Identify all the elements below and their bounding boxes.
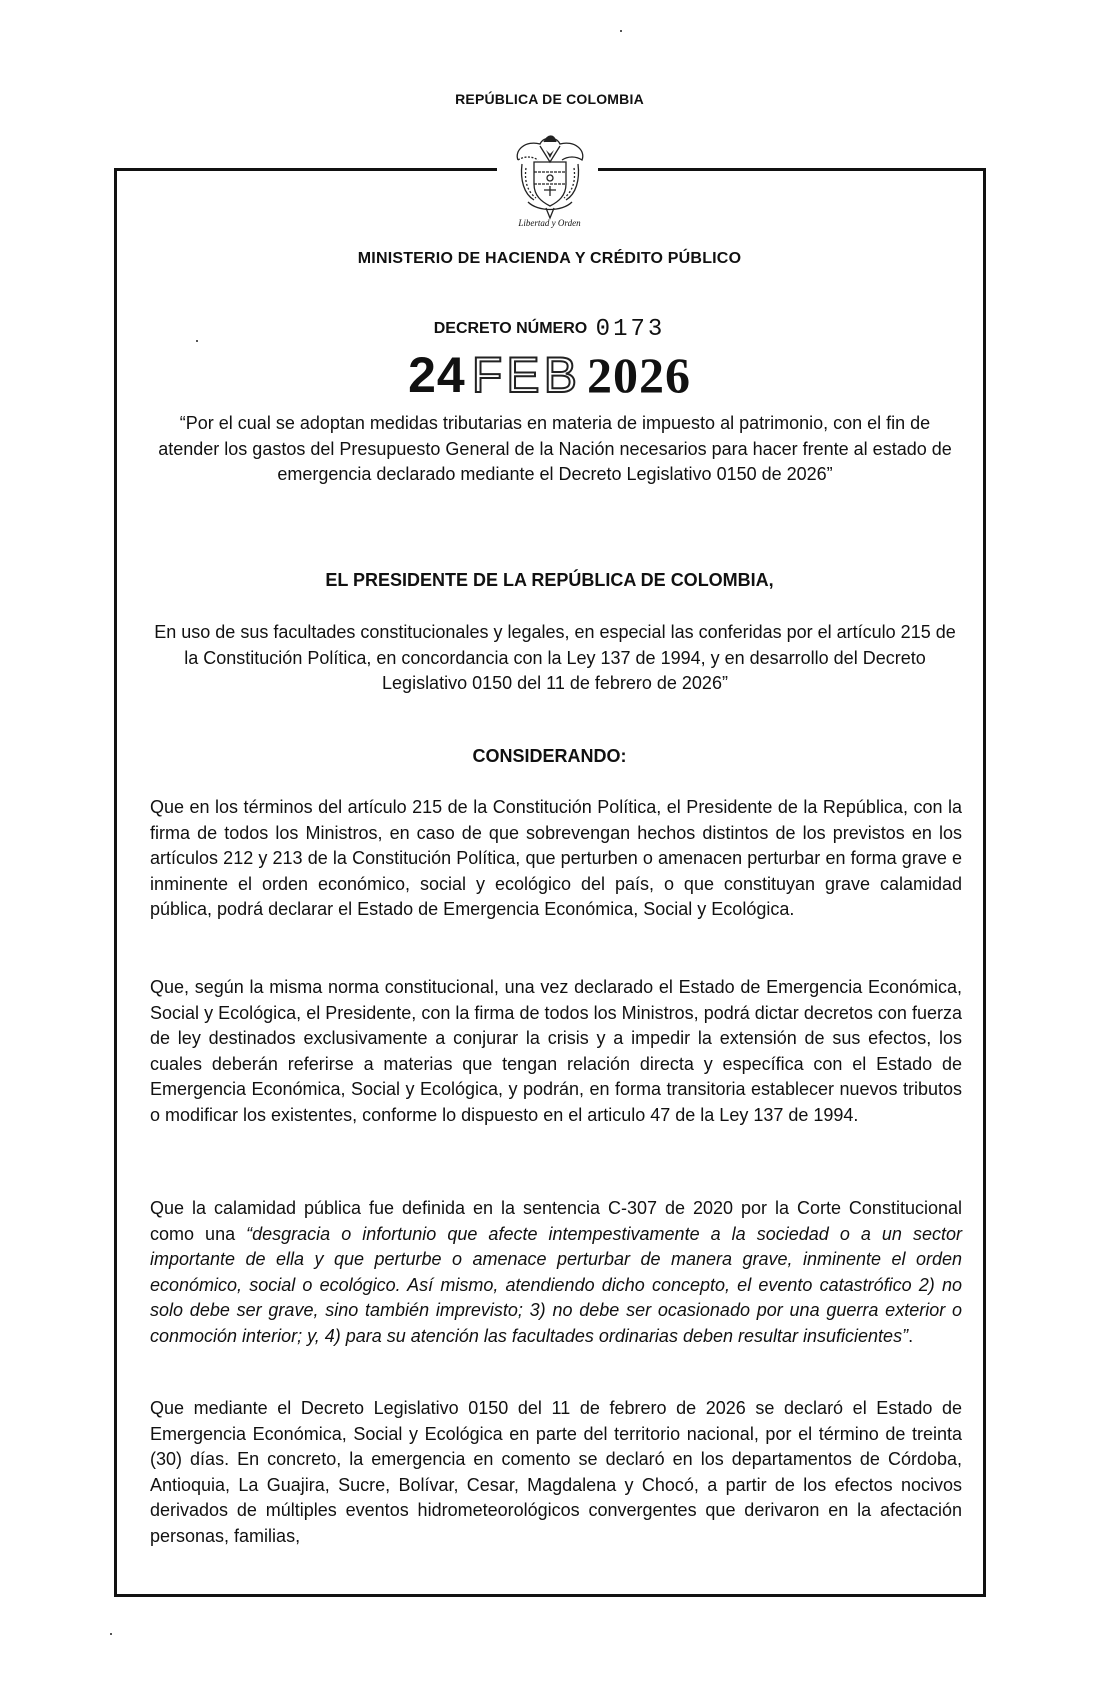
- decree-title-quote: “Por el cual se adoptan medidas tributarias en materia de impuesto al patrimonio, con el fin de atender los gastos del Presupuesto General de la Nación necesarios para hacer frente al estado de emergencia declarado mediante el Decreto Legislativo 0150 de 2026”: [158, 413, 952, 485]
- date-stamp: [0, 348, 1099, 402]
- powers-paragraph: En uso de sus facultades constitucionales y legales, en especial las conferidas por el artículo 215 de la Constitución Política, en concordancia con la Ley 137 de 1994, y en desarrollo del Decreto Legislativo 0150 del 11 de febrero de 2026”: [154, 622, 956, 694]
- date-year: 2026: [586, 347, 691, 403]
- paragraph-4: Que mediante el Decreto Legislativo 0150 del 11 de febrero de 2026 se declaró el Estado de Emergencia Económica, Social y Ecológica en parte del territorio nacional, por el término de treinta (30) días. En concreto, la emergencia en comento se declaró en los departamentos de Córdoba, Antioquia, La Guajira, Sucre, Bolívar, Cesar, Magdalena y Chocó, a partir de los efectos nocivos derivados de múltiples eventos hidrometeorológicos convergentes que derivaron en la afectación personas, familias,: [150, 1398, 962, 1546]
- scan-speck: [620, 30, 622, 32]
- paragraph-2: Que, según la misma norma constitucional, una vez declarado el Estado de Emergencia Económica, Social y Ecológica, el Presidente, con la firma de todos los Ministros, podrá dictar decretos con fuerza de ley destinados exclusivamente a conjurar la crisis y a impedir la extensión de sus efectos, los cuales deberán referirse a materias que tengan relación directa y específica con el Estado de Emergencia Económica, Social y Ecológica, y podrán, en forma transitoria establecer nuevos tributos o modificar los existentes, conforme lo dispuesto en el articulo 47 de la Ley 137 de 1994.: [150, 977, 962, 1125]
- coat-of-arms-icon: [506, 128, 594, 220]
- ministry-title: MINISTERIO DE HACIENDA Y CRÉDITO PÚBLICO: [357, 250, 742, 267]
- country-header: REPÚBLICA DE COLOMBIA: [455, 91, 644, 107]
- date-day: 24: [408, 347, 466, 403]
- president-heading: EL PRESIDENTE DE LA REPÚBLICA DE COLOMBIA,: [325, 570, 774, 590]
- paragraph-3-end: .: [908, 1325, 914, 1346]
- paragraph-3: [150, 1196, 962, 1350]
- scan-speck: [110, 1633, 112, 1635]
- considering-heading: CONSIDERANDO:: [472, 746, 627, 766]
- paragraph-3-quote: “desgracia o infortunio que afecte intempestivamente a la sociedad o a un sector importante de ella y que perturbe o amenace perturbar de manera grave, inminente el orden económico, social o ecológico. Así mismo, atendiendo dicho concepto, el evento catastrófico 2) no solo debe ser grave, sino también imprevisto; 3) no debe ser ocasionado por una guerra exterior o conmoción interior; y, 4) para su atención las facultades ordinarias deben resultar insuficientes”: [150, 1223, 962, 1346]
- date-month: FEB: [471, 347, 581, 403]
- decree-number-line: [0, 316, 1099, 343]
- paragraph-1: Que en los términos del artículo 215 de la Constitución Política, el Presidente de la República, con la firma de todos los Ministros, en caso de que sobrevengan hechos distintos de los previstos en los artículos 212 y 213 de la Constitución Política, que perturben o amenacen perturbar en forma grave e inminente el orden económico, social y ecológico del país, o que constituyan grave calamidad pública, podrá declarar el Estado de Emergencia Económica, Social y Ecológica.: [150, 797, 962, 920]
- decree-number: 0173: [595, 316, 666, 343]
- motto: Libertad y Orden: [518, 218, 581, 228]
- paragraph-3-intro: Que la calamidad pública fue definida en la sentencia C-307 de 2020 por la Corte Constitucional como una: [150, 1198, 962, 1244]
- decree-label: DECRETO NÚMERO: [433, 320, 588, 337]
- scan-speck: [196, 340, 198, 342]
